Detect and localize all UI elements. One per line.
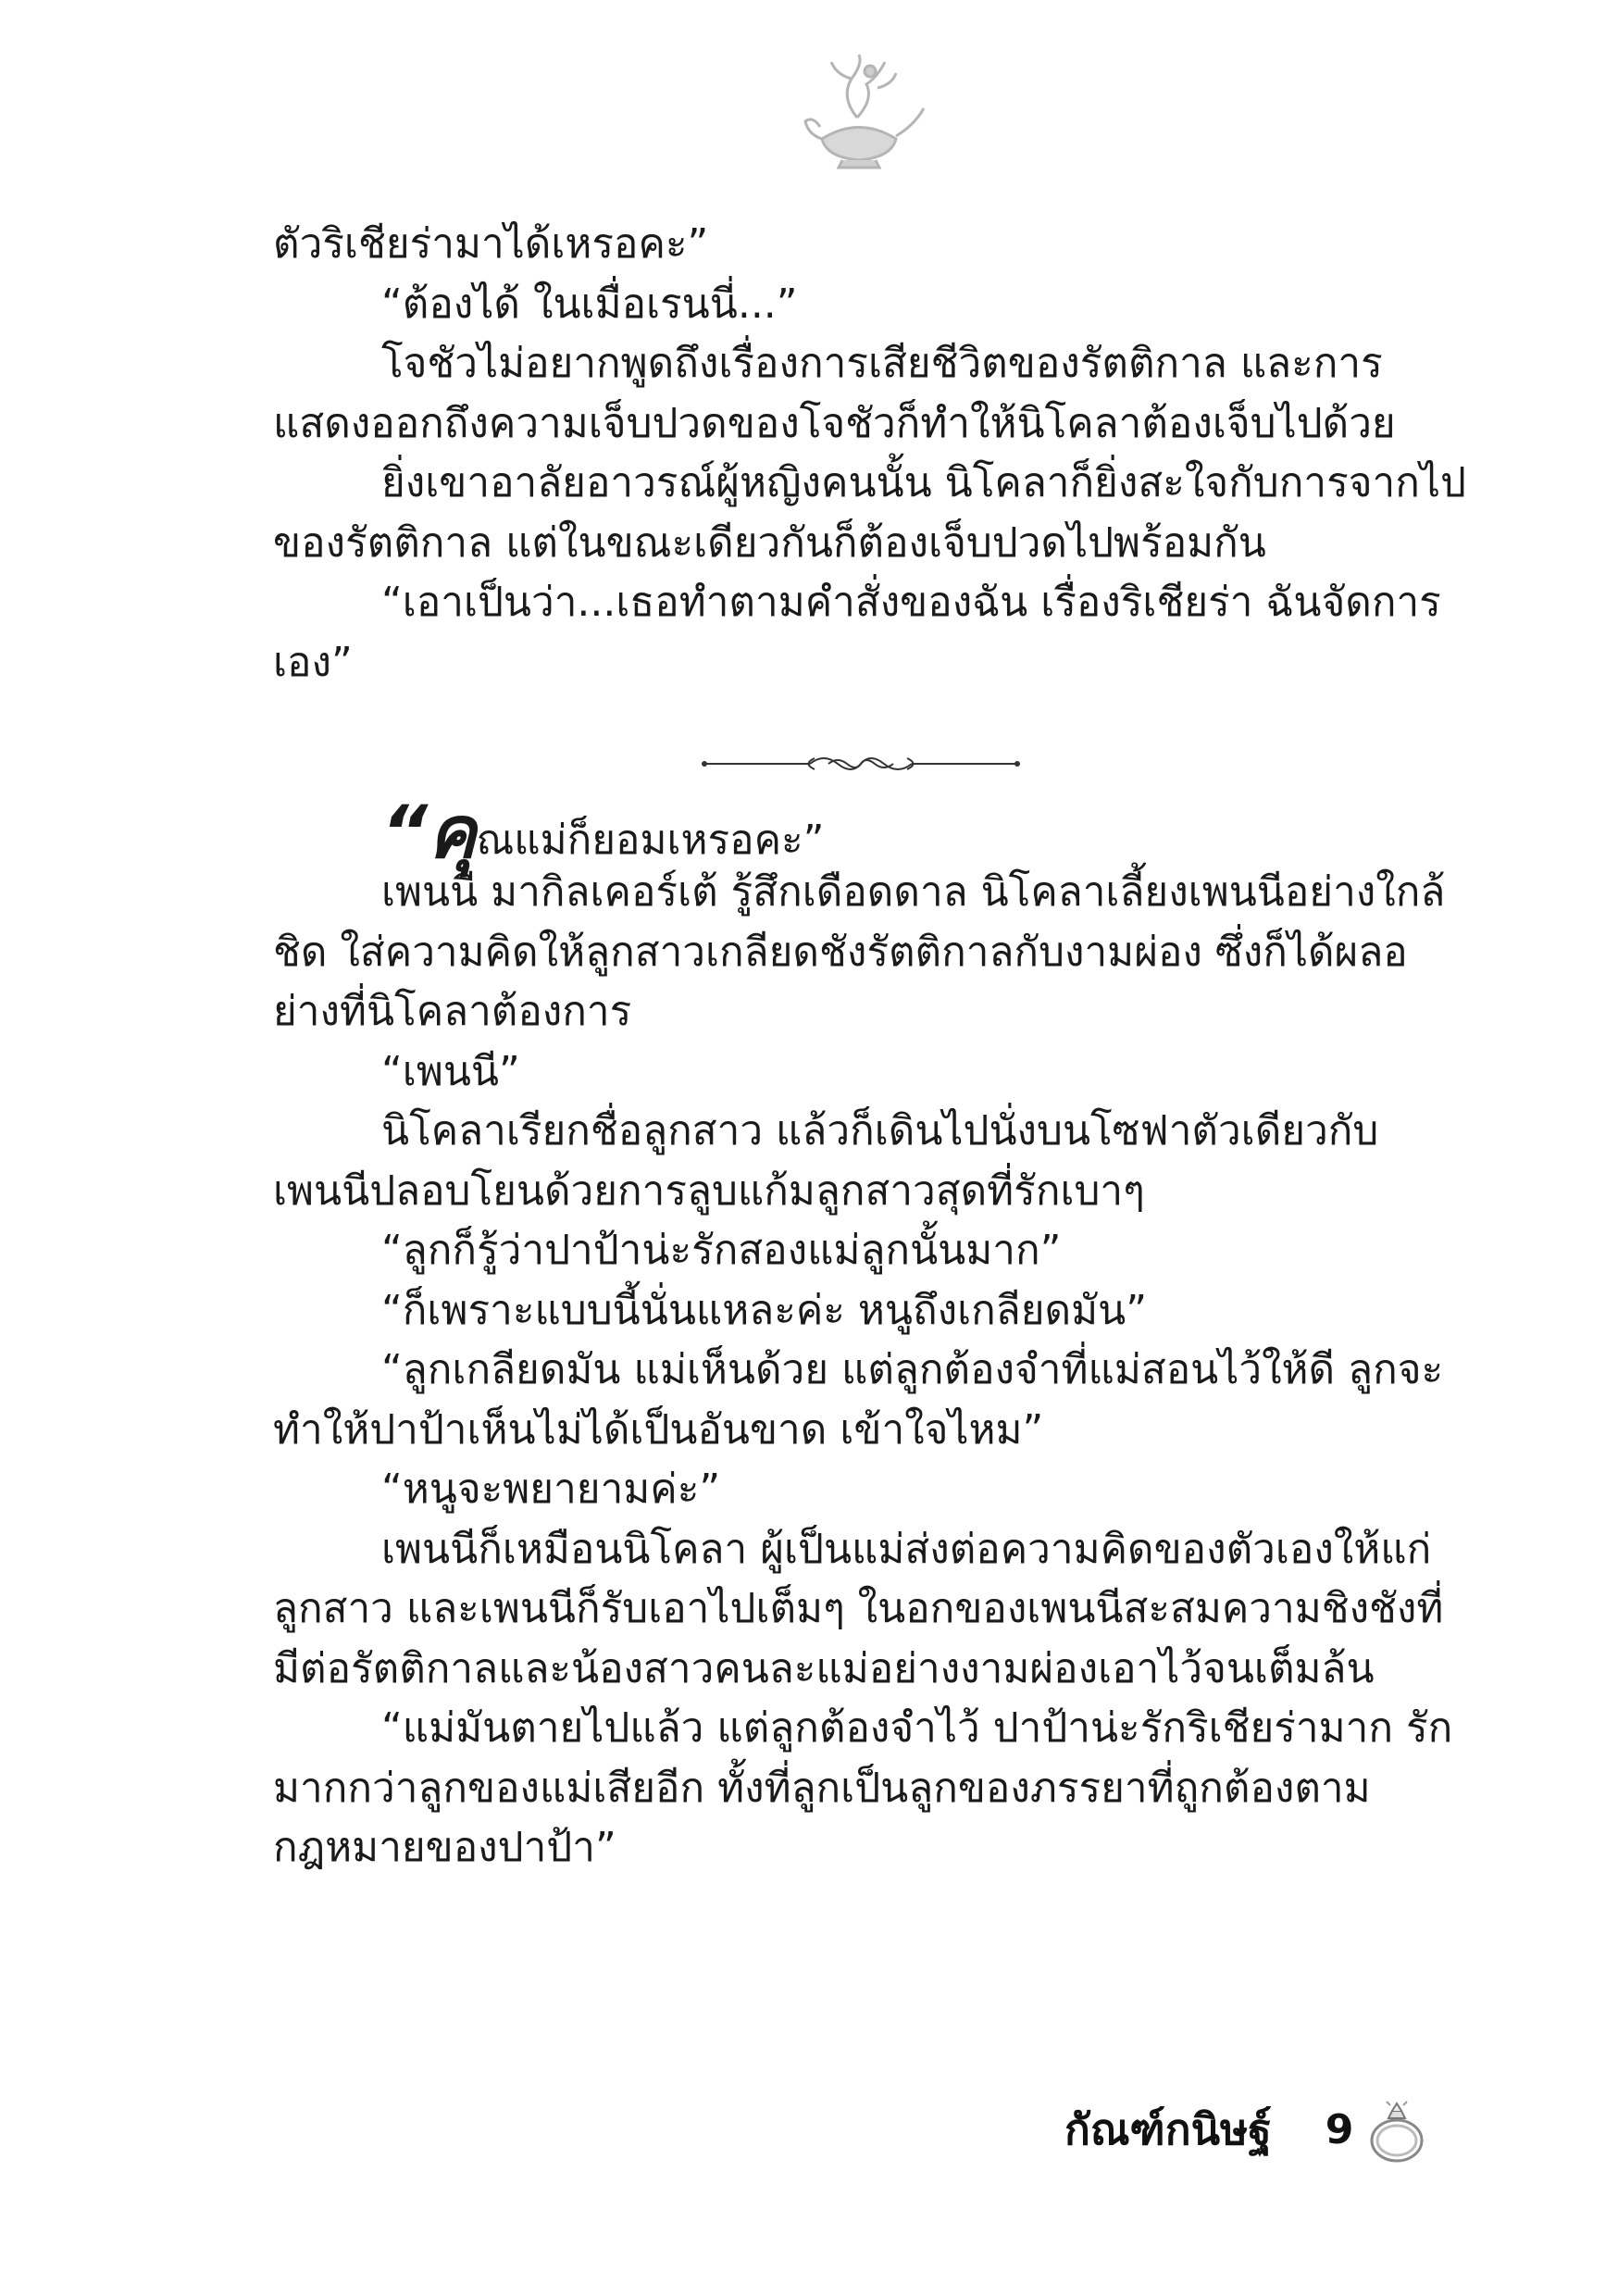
book-title: กัณฑ์กนิษฐ์: [1064, 2103, 1272, 2154]
page-footer: [1064, 2092, 1429, 2166]
teapot-genie-ornament-icon: [785, 51, 933, 171]
paragraph: “ลูกก็รู้ว่าปาป้าน่ะรักสองแม่ลูกนั้นมาก”: [381, 1227, 1062, 1274]
drop-cap: คุ: [428, 792, 477, 875]
opening-quote: “: [381, 792, 429, 875]
paragraph: ตัวริเชียร่ามาได้เหรอคะ”: [273, 220, 709, 268]
paragraph: “เอาเป็นว่า...เธอทำตามคำสั่งของฉัน เรื่องริเชียร่า ฉันจัดการเอง”: [273, 579, 1441, 686]
paragraph: “เพนนี”: [381, 1047, 520, 1095]
scroll-divider-icon: [699, 745, 1023, 782]
section-opening-line: [381, 792, 825, 875]
paragraph: โจชัวไม่อยากพูดถึงเรื่องการเสียชีวิตของรัตติกาล และการแสดงออกถึงความเจ็บปวดของโจชัวก็ทำให้นิโคลาต้องเจ็บไปด้วย: [273, 340, 1396, 447]
body-text-top: [273, 215, 1467, 693]
paragraph: เพนนีก็เหมือนนิโคลา ผู้เป็นแม่ส่งต่อความคิดของตัวเองให้แก่ลูกสาว และเพนนีก็รับเอาไปเต็มๆ ในอกของเพนนีสะสมความชิงชังที่มีต่อรัตติกาลและน้องสาวคนละแม่อย่างงามผ่องเอาไว้จนเต็มล้น: [273, 1525, 1444, 1692]
page-number: 9: [1325, 2105, 1354, 2153]
paragraph: ยิ่งเขาอาลัยอาวรณ์ผู้หญิงคนนั้น นิโคลาก็ยิ่งสะใจกับการจากไปของรัตติกาล แต่ในขณะเดียวกันก็ต้องเจ็บปวดไปพร้อมกัน: [273, 459, 1466, 567]
paragraph: “แม่มันตายไปแล้ว แต่ลูกต้องจำไว้ ปาป้าน่ะรักริเชียร่ามาก รักมากกว่าลูกของแม่เสียอีก ทั้งที่ลูกเป็นลูกของภรรยาที่ถูกต้องตามกฎหมายของปาป้า”: [273, 1704, 1453, 1871]
opening-line-rest: ณแม่ก็ยอมเหรอคะ”: [476, 817, 825, 864]
paragraph: “หนูจะพยายามค่ะ”: [381, 1466, 721, 1513]
paragraph: นิโคลาเรียกชื่อลูกสาว แล้วก็เดินไปนั่งบนโซฟาตัวเดียวกับเพนนีปลอบโยนด้วยการลูบแก้มลูกสาวสุดที่รักเบาๆ: [273, 1107, 1379, 1215]
paragraph: “ลูกเกลียดมัน แม่เห็นด้วย แต่ลูกต้องจำที่แม่สอนไว้ให้ดี ลูกจะทำให้ปาป้าเห็นไม่ได้เป็นอันขาด เข้าใจไหม”: [273, 1346, 1444, 1454]
body-text-section: [273, 863, 1467, 1878]
paragraph: “ก็เพราะแบบนี้นั่นแหละค่ะ หนูถึงเกลียดมัน”: [381, 1286, 1147, 1334]
paragraph: “ต้องได้ ในเมื่อเรนนี่...”: [381, 280, 798, 328]
paragraph: เพนนี มากิลเคอร์เต้ รู้สึกเดือดดาล นิโคลาเลี้ยงเพนนีอย่างใกล้ชิด ใส่ความคิดให้ลูกสาวเกลียดชังรัตติกาลกับงามผ่อง ซึ่งก็ได้ผลอย่างที่นิโคลาต้องการ: [273, 868, 1446, 1035]
diamond-ring-icon: [1364, 2092, 1429, 2166]
